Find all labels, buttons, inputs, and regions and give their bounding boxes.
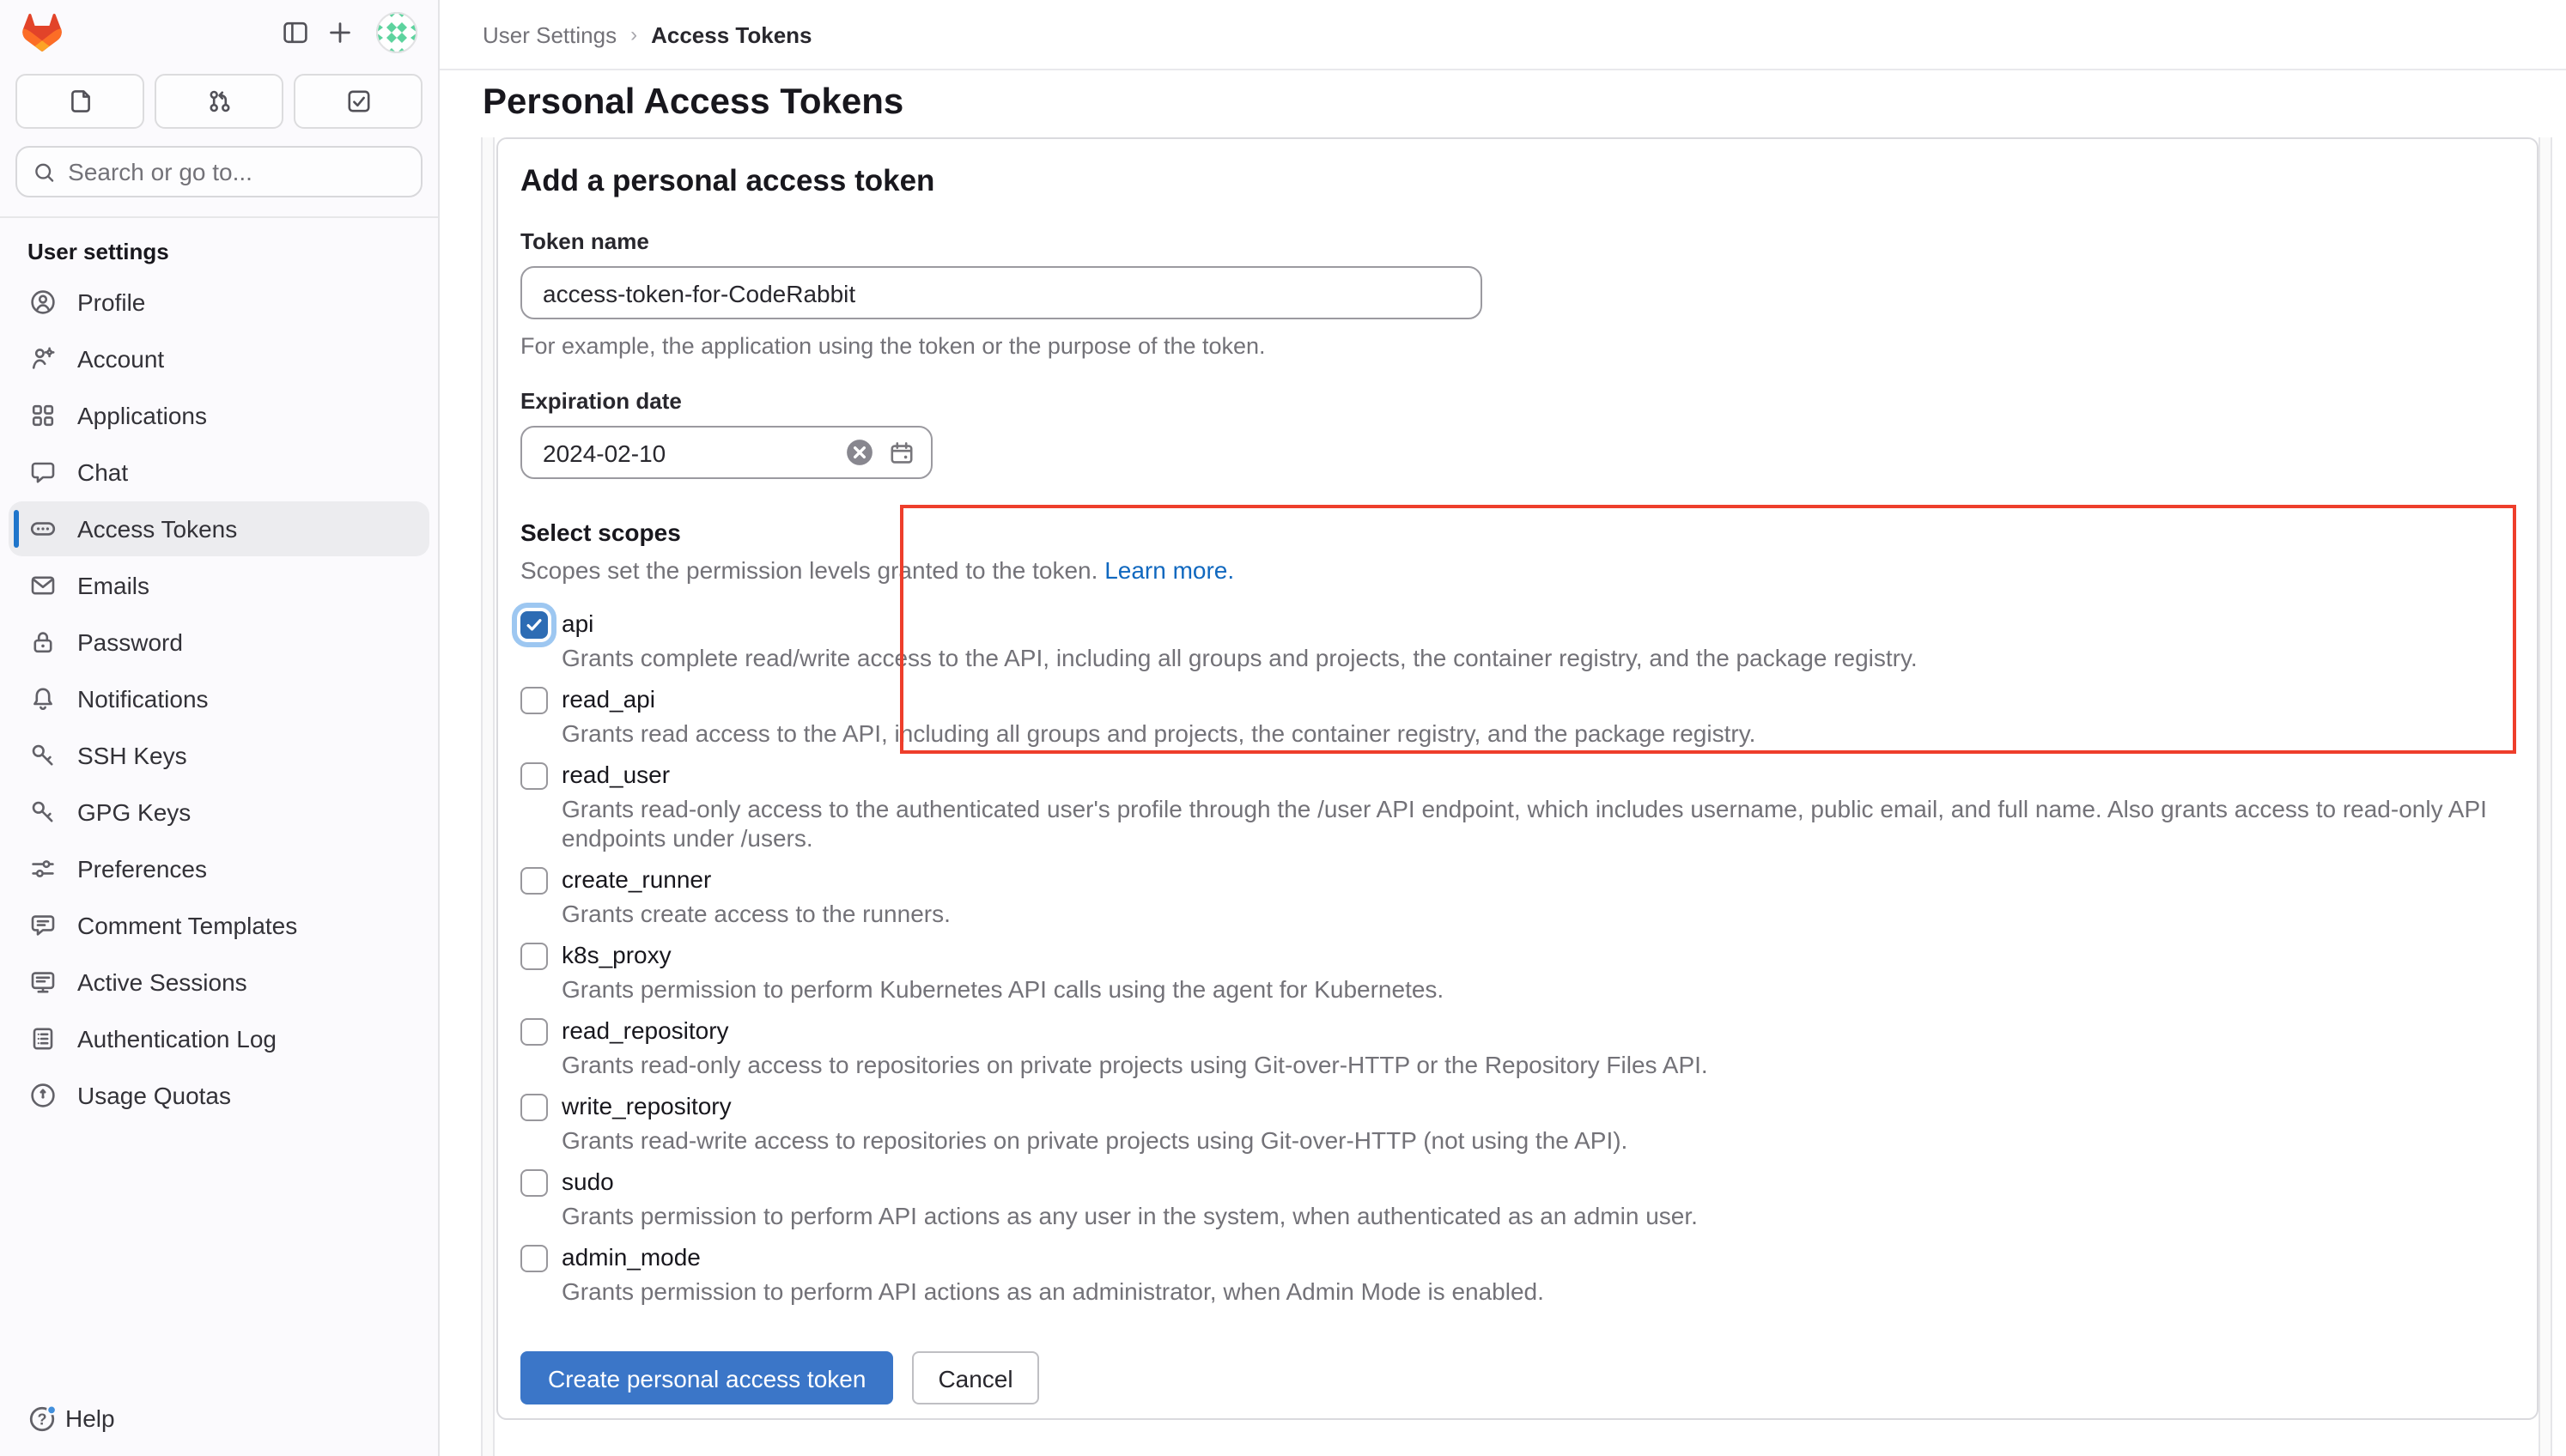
- scope-description: Grants read-only access to the authenticated user's profile through the /user API endpoint, which includes username, public email, and full name. Also grants access to read-only API endpoints under /users.: [562, 795, 2487, 852]
- expiration-date-input[interactable]: [520, 426, 933, 479]
- sidebar-item-applications[interactable]: [9, 388, 429, 443]
- scope-label[interactable]: write_repository: [562, 1092, 732, 1119]
- sidebar-item-label: GPG Keys: [77, 798, 192, 826]
- scope-label[interactable]: read_user: [562, 761, 671, 788]
- scope-description: Grants permission to perform API actions as an administrator, when Admin Mode is enabled.: [562, 1277, 1544, 1305]
- scope-description: Grants complete read/write access to the API, including all groups and projects, the container registry, and the package registry.: [562, 644, 1918, 671]
- scope-checkbox-create_runner[interactable]: [520, 866, 548, 894]
- sidebar-item-usage-quotas[interactable]: [9, 1068, 429, 1123]
- scope-label[interactable]: sudo: [562, 1168, 614, 1195]
- scope-description: Grants read access to the API, including all groups and projects, the container registry, and the package registry.: [562, 719, 1756, 747]
- sidebar-item-profile[interactable]: [9, 275, 429, 330]
- scope-label[interactable]: k8s_proxy: [562, 941, 672, 968]
- help-icon: [27, 1404, 57, 1433]
- select-scopes-heading: Select scopes: [520, 519, 681, 546]
- scope-description: Grants permission to perform API actions as any user in the system, when authenticated as an admin user.: [562, 1202, 1698, 1229]
- scope-description: Grants create access to the runners.: [562, 900, 951, 927]
- issues-icon: [66, 88, 94, 115]
- mail-icon: [29, 572, 57, 599]
- scope-label[interactable]: read_api: [562, 685, 655, 713]
- scope-description: Grants read-write access to repositories on private projects using Git-over-HTTP (not using the API).: [562, 1126, 1628, 1154]
- sidebar-item-preferences[interactable]: [9, 841, 429, 896]
- sidebar-item-comment-templates[interactable]: [9, 898, 429, 953]
- bell-icon: [29, 685, 57, 713]
- form-actions: [520, 1351, 2514, 1404]
- gitlab-logo[interactable]: [21, 12, 64, 53]
- select-scopes-section: [520, 519, 2514, 1307]
- scope-item-create_runner: [520, 865, 2514, 929]
- search-icon: [33, 159, 56, 185]
- sidebar-item-emails[interactable]: [9, 558, 429, 613]
- applications-icon: [29, 402, 57, 429]
- scope-label[interactable]: api: [562, 610, 594, 637]
- sliders-icon: [29, 855, 57, 883]
- sidebar-item-label: Emails: [77, 572, 150, 599]
- sidebar-item-label: Usage Quotas: [77, 1082, 231, 1109]
- gauge-icon: [29, 1082, 57, 1109]
- search-input[interactable]: [68, 158, 405, 185]
- scope-checkbox-read_api[interactable]: [520, 686, 548, 713]
- expiration-date-label: Expiration date: [520, 388, 682, 414]
- cancel-button[interactable]: Cancel: [912, 1351, 1038, 1404]
- scope-description: Grants permission to perform Kubernetes API calls using the agent for Kubernetes.: [562, 975, 1444, 1003]
- sidebar-top-bar: [0, 0, 438, 65]
- sidebar-nav: [0, 275, 438, 1123]
- sidebar-item-authentication-log[interactable]: [9, 1011, 429, 1066]
- sidebar-item-access-tokens[interactable]: [9, 501, 429, 556]
- scope-checkbox-admin_mode[interactable]: [520, 1244, 548, 1271]
- sidebar-item-label: Account: [77, 345, 165, 373]
- sidebar-item-chat[interactable]: [9, 445, 429, 500]
- user-avatar[interactable]: [376, 12, 417, 53]
- scopes-description-text: Scopes set the permission levels granted to the token.: [520, 556, 1105, 584]
- sidebar: [0, 0, 440, 1456]
- chat-icon: [29, 458, 57, 486]
- sidebar-item-ssh-keys[interactable]: [9, 728, 429, 783]
- todos-shortcut[interactable]: [294, 74, 423, 129]
- svg-text:?: ?: [37, 1410, 47, 1428]
- sidebar-item-label: Active Sessions: [77, 968, 247, 996]
- collapse-sidebar-icon[interactable]: [273, 10, 318, 55]
- issues-shortcut[interactable]: [15, 74, 144, 129]
- merge-request-icon: [205, 88, 233, 115]
- scope-item-api: [520, 610, 2514, 673]
- scope-description: Grants read-only access to repositories on private projects using Git-over-HTTP or the Repository Files API.: [562, 1051, 1708, 1078]
- scopes-description: [520, 556, 2514, 585]
- sidebar-item-notifications[interactable]: [9, 671, 429, 726]
- clear-icon[interactable]: [845, 438, 874, 467]
- page-title: Personal Access Tokens: [483, 82, 904, 122]
- scope-checkbox-write_repository[interactable]: [520, 1093, 548, 1120]
- learn-more-link[interactable]: Learn more.: [1104, 556, 1235, 584]
- scope-checkbox-k8s_proxy[interactable]: [520, 942, 548, 969]
- breadcrumb: [483, 0, 812, 69]
- sidebar-item-label: Profile: [77, 288, 146, 316]
- scroll-gutter-left: [481, 137, 495, 1456]
- scope-item-read_user: [520, 761, 2514, 853]
- sidebar-item-password[interactable]: [9, 615, 429, 670]
- merge-requests-shortcut[interactable]: [155, 74, 283, 129]
- scope-item-sudo: [520, 1168, 2514, 1231]
- calendar-icon[interactable]: [888, 439, 915, 466]
- todo-icon: [344, 88, 372, 115]
- sidebar-section-title: User settings: [27, 239, 169, 264]
- scope-item-read_api: [520, 685, 2514, 749]
- comment-template-icon: [29, 912, 57, 939]
- scope-checkbox-sudo[interactable]: [520, 1168, 548, 1196]
- scope-list: [520, 610, 2514, 1307]
- sidebar-item-label: SSH Keys: [77, 742, 187, 769]
- plus-icon[interactable]: [318, 10, 362, 55]
- chevron-right-icon: ›: [630, 22, 638, 46]
- main-content: [440, 0, 2566, 1456]
- key-icon: [29, 798, 57, 826]
- expiration-date-value: 2024-02-10: [543, 439, 666, 466]
- sidebar-item-label: Comment Templates: [77, 912, 298, 939]
- scroll-gutter-right[interactable]: [2539, 137, 2552, 1456]
- sidebar-item-label: Password: [77, 628, 183, 656]
- key-icon: [29, 742, 57, 769]
- search-box[interactable]: [15, 146, 423, 197]
- sidebar-item-label: Access Tokens: [77, 515, 238, 543]
- scope-checkbox-read_user[interactable]: [520, 761, 548, 789]
- token-name-label: Token name: [520, 228, 649, 254]
- user-icon: [29, 288, 57, 316]
- scope-label[interactable]: read_repository: [562, 1016, 729, 1044]
- breadcrumb-user-settings[interactable]: User Settings: [483, 21, 617, 47]
- help-button[interactable]: [0, 1380, 438, 1456]
- create-token-button[interactable]: Create personal access token: [520, 1351, 893, 1404]
- scope-item-admin_mode: [520, 1243, 2514, 1307]
- scope-label[interactable]: create_runner: [562, 865, 712, 893]
- sidebar-item-account[interactable]: [9, 331, 429, 386]
- sidebar-item-label: Preferences: [77, 855, 207, 883]
- add-token-card: [496, 137, 2539, 1420]
- token-icon: [29, 515, 57, 543]
- header-divider: [440, 69, 2566, 70]
- token-name-hint: For example, the application using the token or the purpose of the token.: [520, 333, 1266, 359]
- auth-log-icon: [29, 1025, 57, 1053]
- help-label: Help: [65, 1404, 115, 1432]
- lock-icon: [29, 628, 57, 656]
- scope-item-read_repository: [520, 1016, 2514, 1080]
- scope-label[interactable]: admin_mode: [562, 1243, 701, 1271]
- sidebar-shortcuts: [0, 65, 438, 129]
- account-icon: [29, 345, 57, 373]
- monitor-icon: [29, 968, 57, 996]
- breadcrumb-access-tokens: Access Tokens: [651, 21, 812, 47]
- card-heading: Add a personal access token: [520, 163, 935, 197]
- token-name-input[interactable]: [520, 266, 1482, 319]
- sidebar-item-label: Notifications: [77, 685, 209, 713]
- scope-checkbox-read_repository[interactable]: [520, 1017, 548, 1045]
- scope-checkbox-api[interactable]: [520, 610, 548, 638]
- sidebar-item-label: Authentication Log: [77, 1025, 277, 1053]
- sidebar-item-gpg-keys[interactable]: [9, 785, 429, 840]
- sidebar-item-label: Chat: [77, 458, 129, 486]
- scope-item-k8s_proxy: [520, 941, 2514, 1004]
- scope-item-write_repository: [520, 1092, 2514, 1156]
- sidebar-item-label: Applications: [77, 402, 207, 429]
- sidebar-item-active-sessions[interactable]: [9, 955, 429, 1010]
